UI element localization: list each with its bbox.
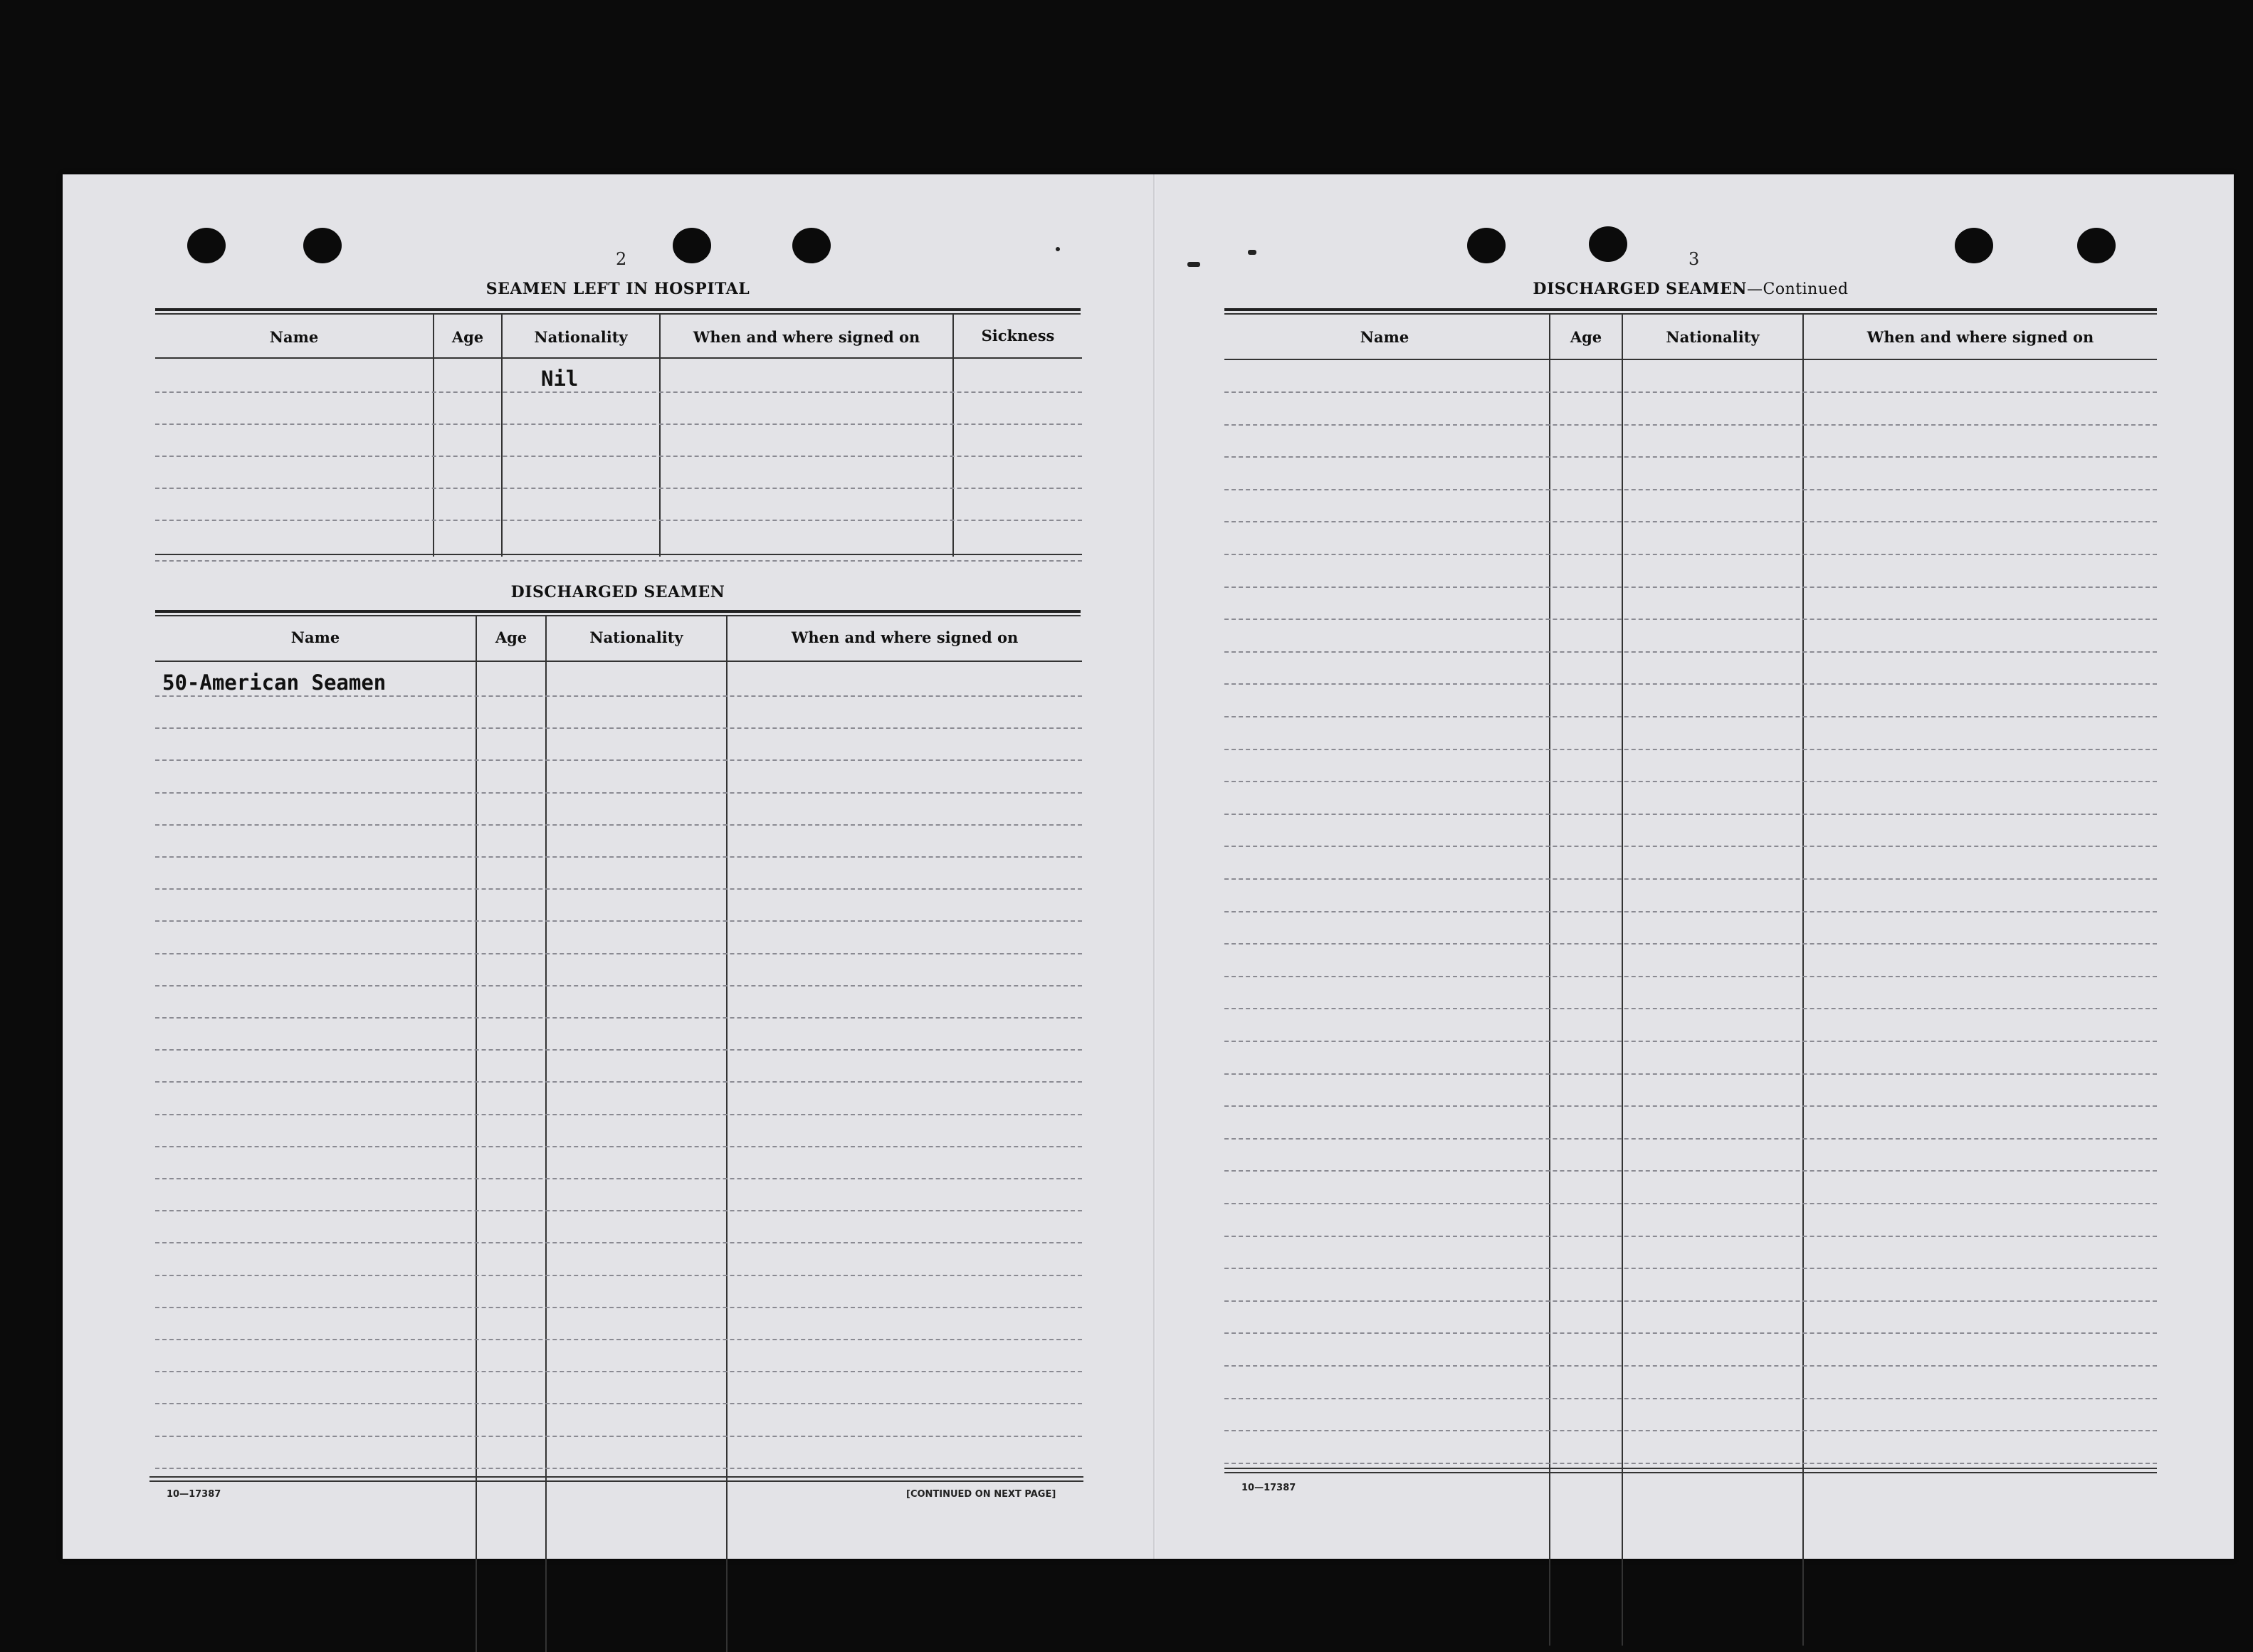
ruled-row-line <box>155 1049 1082 1051</box>
ruled-row-line <box>155 1178 1082 1179</box>
hospital-table-top-rule <box>155 308 1081 311</box>
right-title-continued: —Continued <box>1747 280 1849 298</box>
ruled-row-line <box>155 1436 1082 1437</box>
ruled-row-line <box>1224 976 2157 977</box>
punch-hole <box>1955 228 1993 263</box>
hospital-bottom-rule <box>155 554 1082 555</box>
hospital-row-line <box>155 391 1082 393</box>
ruled-row-line <box>1224 1203 2157 1204</box>
ruled-row-line <box>155 1307 1082 1308</box>
ruled-row-line <box>155 856 1082 858</box>
ruled-row-line <box>155 1275 1082 1276</box>
discharged-col-signed-on: When and where signed on <box>791 628 1019 646</box>
ruled-row-line <box>155 1242 1082 1243</box>
ruled-row-line <box>1224 456 2157 458</box>
hospital-header-rule <box>155 357 1082 359</box>
discharged-col-divider <box>726 616 728 1652</box>
discharged-col-divider <box>545 616 547 1652</box>
ruled-row-line <box>1224 878 2157 880</box>
ruled-row-line <box>1224 391 2157 393</box>
ruled-row-line <box>1224 1430 2157 1431</box>
hospital-entry-nil: Nil <box>541 367 579 391</box>
ruled-row-line <box>1224 1073 2157 1075</box>
ruled-row-line <box>1224 1300 2157 1302</box>
discharged-col-divider <box>476 616 477 1652</box>
hospital-table-title: SEAMEN LEFT IN HOSPITAL <box>485 280 750 298</box>
ruled-row-line <box>1224 911 2157 912</box>
ruled-row-line <box>1224 424 2157 426</box>
page-fold <box>1153 174 1156 1559</box>
page-number-right: 3 <box>1689 249 1700 269</box>
right-header-rule <box>1224 359 2157 360</box>
right-table-top-rule <box>1224 308 2157 311</box>
ruled-row-line <box>1224 781 2157 782</box>
ruled-row-line <box>1224 814 2157 815</box>
right-col-divider <box>1802 315 1804 1646</box>
right-table-title <box>1224 280 2157 298</box>
right-col-age: Age <box>1570 328 1602 346</box>
hospital-col-sickness: Sickness <box>981 327 1055 344</box>
ruled-row-line <box>1224 846 2157 847</box>
ruled-row-line <box>155 1146 1082 1147</box>
ruled-row-line <box>155 727 1082 729</box>
hospital-row-line <box>155 456 1082 457</box>
right-title-main: DISCHARGED SEAMEN <box>1533 280 1748 298</box>
ruled-row-line <box>1224 489 2157 490</box>
continued-note: [CONTINUED ON NEXT PAGE] <box>906 1489 1056 1500</box>
ruled-row-line <box>1224 554 2157 555</box>
ruled-row-line <box>1224 1268 2157 1269</box>
right-table-top-rule-2 <box>1224 313 2157 315</box>
ruled-row-line <box>155 759 1082 761</box>
hospital-row-line <box>155 488 1082 489</box>
ruled-row-line <box>1224 1463 2157 1464</box>
ruled-row-line <box>155 824 1082 826</box>
ruled-row-line <box>1224 943 2157 945</box>
hospital-row-line <box>155 520 1082 521</box>
discharged-col-age: Age <box>495 628 527 646</box>
ruled-row-line <box>1224 1236 2157 1237</box>
ruled-row-line <box>155 888 1082 890</box>
right-col-nationality: Nationality <box>1666 328 1760 346</box>
ruled-row-line <box>155 1403 1082 1404</box>
ruled-row-line <box>155 792 1082 794</box>
document-paper <box>63 174 2234 1559</box>
right-bottom-rule-2 <box>1224 1472 2157 1473</box>
hospital-col-name: Name <box>269 328 319 346</box>
punch-hole <box>1589 226 1627 262</box>
hospital-bottom-dots <box>155 560 1082 562</box>
ruled-row-line <box>1224 1041 2157 1042</box>
right-col-divider <box>1549 315 1550 1646</box>
ruled-row-line <box>1224 619 2157 620</box>
hospital-col-nationality: Nationality <box>534 328 628 346</box>
punch-hole <box>187 228 226 263</box>
ruled-row-line <box>1224 716 2157 717</box>
page-number-left: 2 <box>616 249 627 269</box>
ruled-row-line <box>1224 521 2157 522</box>
right-bottom-rule <box>1224 1468 2157 1469</box>
ruled-row-line <box>1224 1365 2157 1367</box>
ruled-row-line <box>1224 651 2157 653</box>
discharged-bottom-rule-2 <box>149 1480 1083 1482</box>
ruled-row-line <box>1224 1008 2157 1009</box>
hospital-col-age: Age <box>451 328 484 346</box>
punch-hole <box>1467 228 1506 263</box>
ruled-row-line <box>1224 1332 2157 1334</box>
ruled-row-line <box>155 1017 1082 1019</box>
ruled-row-line <box>1224 1170 2157 1172</box>
punch-hole <box>2077 228 2116 263</box>
ruled-row-line <box>155 985 1082 987</box>
ruled-row-line <box>1224 683 2157 685</box>
ruled-row-line <box>155 920 1082 922</box>
punch-hole <box>792 228 831 263</box>
ruled-row-line <box>1224 1138 2157 1140</box>
discharged-bottom-rule <box>149 1476 1083 1478</box>
ruled-row-line <box>155 695 1082 697</box>
discharged-col-nationality: Nationality <box>589 628 683 646</box>
smudge-mark <box>1248 250 1256 255</box>
discharged-table-top-rule-2 <box>155 615 1081 616</box>
hospital-row-line <box>155 423 1082 425</box>
ruled-row-line <box>155 1114 1082 1115</box>
right-col-divider <box>1622 315 1623 1646</box>
smudge-mark <box>1056 247 1060 251</box>
form-number-left: 10—17387 <box>167 1489 221 1500</box>
ruled-row-line <box>155 1371 1082 1372</box>
discharged-table-top-rule <box>155 610 1081 613</box>
right-col-signed-on: When and where signed on <box>1866 328 2094 346</box>
hospital-col-signed-on: When and where signed on <box>693 328 920 346</box>
ruled-row-line <box>1224 1105 2157 1107</box>
ruled-row-line <box>1224 1398 2157 1399</box>
right-col-name: Name <box>1360 328 1409 346</box>
smudge-mark <box>1187 262 1200 267</box>
discharged-header-rule <box>155 661 1082 662</box>
ruled-row-line <box>155 1339 1082 1340</box>
form-number-right: 10—17387 <box>1241 1483 1296 1493</box>
punch-hole <box>673 228 711 263</box>
ruled-row-line <box>1224 586 2157 588</box>
discharged-col-name: Name <box>290 628 340 646</box>
discharged-table-title: DISCHARGED SEAMEN <box>510 583 725 601</box>
ruled-row-line <box>155 1210 1082 1211</box>
ruled-row-line <box>155 1468 1082 1469</box>
punch-hole <box>303 228 342 263</box>
ruled-row-line <box>155 1081 1082 1083</box>
discharged-entry: 50-American Seamen <box>162 670 387 695</box>
ruled-row-line <box>155 953 1082 954</box>
ruled-row-line <box>1224 749 2157 750</box>
hospital-table-top-rule-2 <box>155 313 1081 315</box>
